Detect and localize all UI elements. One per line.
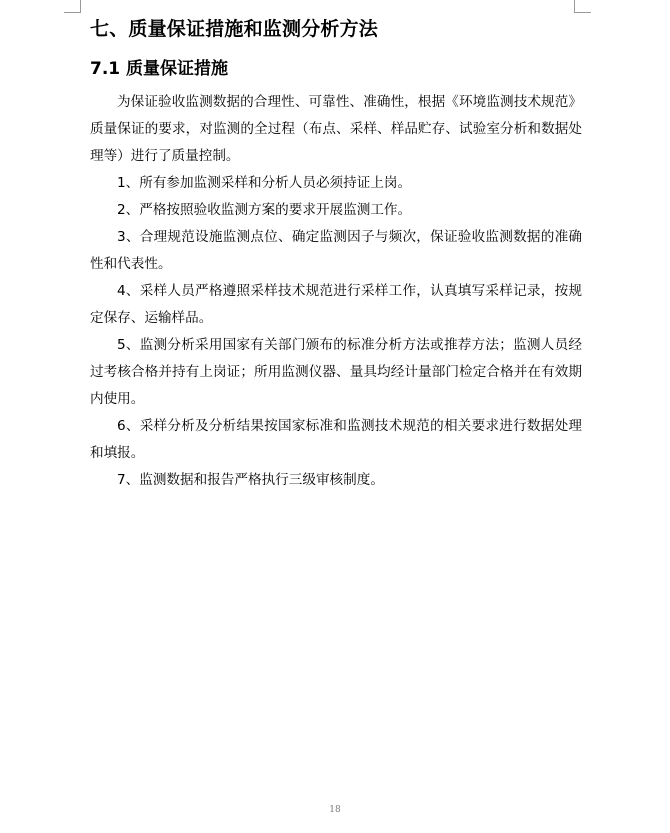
paragraph-item-5: 5、监测分析采用国家有关部门颁布的标准分析方法或推荐方法；监测人员经过考核合格并持有上岗证；所用监测仪器、量具均经计量部门检定合格并在有效期内使用。 [90,337,582,407]
page-number: 18 [329,805,341,815]
paragraph-item-4: 4、采样人员严格遵照采样技术规范进行采样工作，认真填写采样记录，按规定保存、运输样品。 [90,283,582,326]
subsection-title: 7.1 质量保证措施 [90,59,229,79]
section-title: 七、质量保证措施和监测分析方法 [90,18,379,40]
paragraph-intro: 为保证验收监测数据的合理性、可靠性、准确性，根据《环境监测技术规范》质量保证的要求，对监测的全过程（布点、采样、样品贮存、试验室分析和数据处理等）进行了质量控制。 [90,94,582,164]
page-corner-mark-right [574,0,591,13]
body-text [90,89,582,494]
document-page-content [90,15,582,494]
paragraph-item-6: 6、采样分析及分析结果按国家标准和监测技术规范的相关要求进行数据处理和填报。 [90,418,582,461]
paragraph-item-1: 1、所有参加监测采样和分析人员必须持证上岗。 [117,175,412,191]
paragraph-item-2: 2、严格按照验收监测方案的要求开展监测工作。 [117,202,412,218]
page-corner-mark-left [64,0,81,13]
paragraph-item-7: 7、监测数据和报告严格执行三级审核制度。 [117,472,384,488]
paragraph-item-3: 3、合理规范设施监测点位、确定监测因子与频次，保证验收监测数据的准确性和代表性。 [90,229,582,272]
